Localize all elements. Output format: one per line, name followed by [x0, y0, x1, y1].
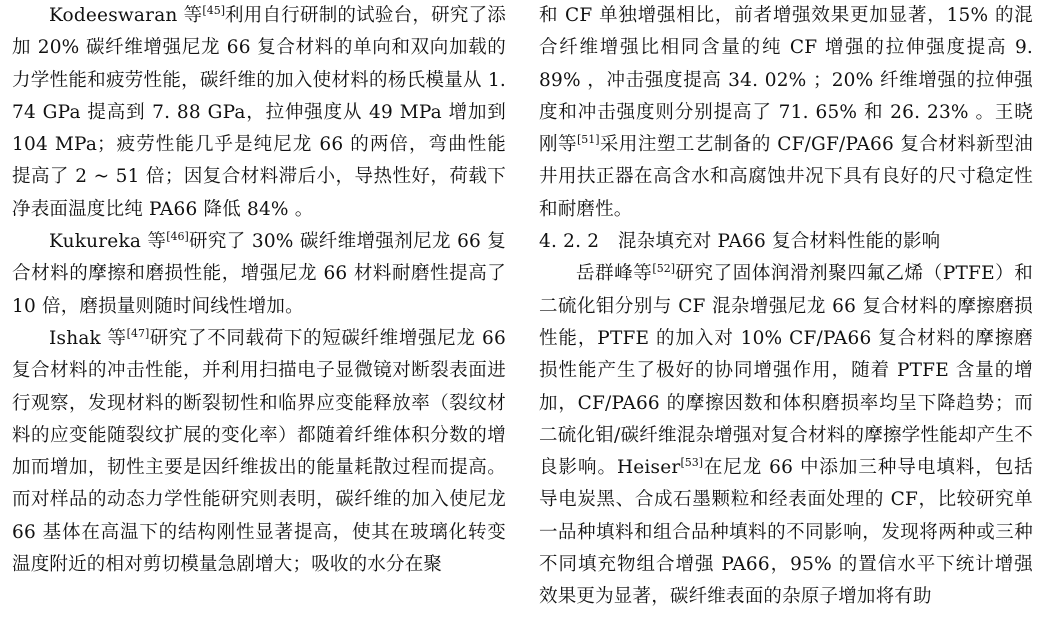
paragraph-kodeeswaran: [12, 0, 506, 226]
citation-52: [52]: [652, 262, 676, 276]
citation-51: [51]: [577, 133, 600, 147]
right-column: [539, 0, 1033, 614]
left-column: [12, 0, 506, 581]
paragraph-text: Ishak 等: [49, 327, 127, 349]
section-heading: 4. 2. 2 混杂填充对 PA66 复合材料性能的影响: [539, 231, 941, 253]
paragraph-ishak: [12, 323, 506, 581]
citation-46: [46]: [166, 229, 189, 243]
paragraph-text: Kodeeswaran 等: [49, 5, 203, 26]
paragraph-text: 采用注塑工艺制备的 CF/GF/PA66 复合材料新型油井用扶正器在高含水和高腐蚀井况下具有良好的尺寸稳定性和耐磨性。: [539, 134, 1033, 220]
paragraph-text: 研究了 30% 碳纤维增强剂尼龙 66 复合材料的摩擦和磨损性能，增强尼龙 66 材料耐磨性提高了 10 倍，磨损量则随时间线性增加。: [12, 231, 506, 317]
paragraph-text: 研究了不同载荷下的短碳纤维增强尼龙 66 复合材料的冲击性能，并利用扫描电子显微镜对断裂表面进行观察，发现材料的断裂韧性和临界应变能释放率（裂纹材料的应变能随裂纹扩展的变化率）都随着纤维体积分数的增加而增加，韧性主要是因纤维拔出的能量耗散过程而提高。而对样品的动态力学性能研究则表明，碳纤维的加入使尼龙 66 基体在高温下的结构刚性显著提高，使其在玻璃化转变温度附近的相对剪切模量急剧增大；吸收的水分在聚: [12, 327, 506, 576]
paragraph-text: 和 CF 单独增强相比，前者增强效果更加显著，15% 的混合纤维增强比相同含量的纯 CF 增强的拉伸强度提高 9. 89% ，冲击强度提高 34. 02% ；20% 纤维增强的拉伸强度和冲击强度则分别提高了 71. 65% 和 26. 23% 。王晓刚等: [539, 5, 1033, 156]
paragraph-kukureka: [12, 226, 506, 323]
citation-47: [47]: [126, 326, 150, 340]
citation-53: [53]: [680, 456, 704, 469]
paragraph-text: Kukureka 等: [49, 231, 167, 253]
paragraph-text: 在尼龙 66 中添加三种导电填料，包括导电炭黑、合成石墨颗粒和经表面处理的 CF，比较研究单一品种填料和组合品种填料的不同影响，发现将两种或三种不同填充物组合增强 PA66，95% 的置信水平下统计增强效果更为显著，碳纤维表面的杂原子增加将有助: [539, 457, 1033, 608]
paragraph-continuation: [539, 0, 1033, 226]
paragraph-yue: [539, 258, 1033, 613]
paragraph-text: 利用自行研制的试验台，研究了添加 20% 碳纤维增强尼龙 66 复合材料的单向和双向加载的力学性能和疲劳性能，碳纤维的加入使材料的杨氏模量从 1. 74 GPa 提高到 7. 88 GPa，拉伸强度从 49 MPa 增加到 104 MPa；疲劳性能几乎是纯尼龙 66 的两倍，弯曲性能提高了 2 ~ 51 倍；因复合材料滞后小，导热性好，荷载下净表面温度比纯 PA66 降低 84% 。: [12, 5, 506, 220]
paragraph-text: 研究了固体润滑剂聚四氟乙烯（PTFE）和二硫化钼分别与 CF 混杂增强尼龙 66 复合材料的摩擦磨损性能，PTFE 的加入对 10% CF/PA66 复合材料的摩擦磨损性能产生了极好的协同增强作用，随着 PTFE 含量的增加，CF/PA66 的摩擦因数和体积磨损率均呈下降趋势；而二硫化钼/碳纤维混杂增强对复合材料的摩擦学性能却产生不良影响。Heiser: [539, 263, 1033, 479]
paragraph-text: 岳群峰等: [576, 263, 653, 285]
citation-45: [45]: [202, 3, 225, 17]
